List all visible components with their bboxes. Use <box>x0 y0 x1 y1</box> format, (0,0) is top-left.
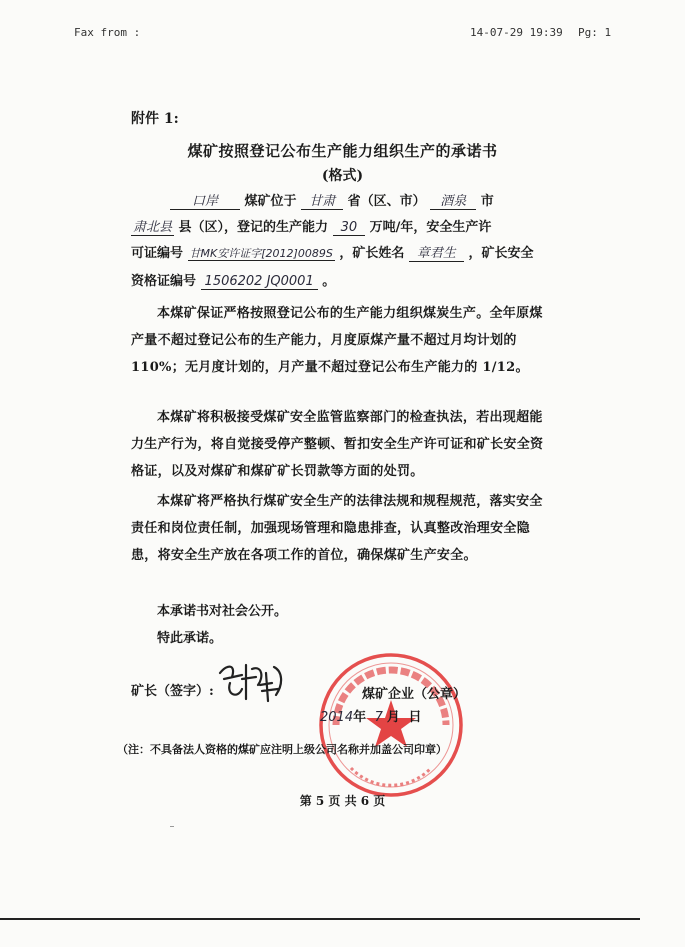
capacity-field: 30 <box>333 220 366 236</box>
form-line-1 <box>170 190 494 209</box>
form-line-3 <box>131 242 533 261</box>
head-name-field: 章君生 <box>409 246 464 262</box>
date-year: 2014 <box>320 710 354 725</box>
text-county: 县（区），登记的生产能力 <box>178 220 329 235</box>
text-located: 煤矿位于 <box>244 194 297 209</box>
province-field: 甘肃 <box>301 194 343 210</box>
closing-statement: 特此承诺。 <box>157 631 223 646</box>
fax-page-label: Pg: 1 <box>578 26 612 39</box>
date-month-suffix: 月 <box>386 710 400 725</box>
text-head: ，矿长姓名 <box>339 246 405 261</box>
attachment-label: 附件 1: <box>131 111 179 127</box>
form-line-2 <box>131 216 491 235</box>
form-line-4 <box>131 270 335 289</box>
text-city: 市 <box>480 194 494 209</box>
cert-number-field: 1506202 JQ0001 <box>201 274 318 290</box>
license-number-field: 甘MK安许证字[2012]0089S <box>189 247 333 260</box>
paragraph-safety: 本煤矿将严格执行煤矿安全生产的法律法规和规程规范，落实安全责任和岗位责任制，加强现场管理和隐患排查，认真整改治理安全隐患，将安全生产放在各项工作的首位，确保煤矿生产安全。 <box>131 494 543 563</box>
document-title: 煤矿按照登记公布生产能力组织生产的承诺书 <box>187 142 498 160</box>
fax-from-label: Fax from : <box>74 26 141 39</box>
signature-label: 矿长（签字）: <box>131 684 214 699</box>
page-number: 第 5 页 共 6 页 <box>299 794 386 808</box>
scan-mark <box>170 826 174 827</box>
document-subtitle: (格式) <box>321 168 364 184</box>
company-seal-label: 煤矿企业（公章） <box>362 687 467 702</box>
text-license: 可证编号 <box>131 246 184 261</box>
signing-date <box>320 706 421 725</box>
text-capacity: 万吨/年，安全生产许 <box>369 220 492 235</box>
text-end: 。 <box>322 274 336 289</box>
fax-timestamp: 14-07-29 19:39 <box>470 26 563 39</box>
bottom-rule <box>0 918 640 920</box>
public-statement: 本承诺书对社会公开。 <box>157 604 288 619</box>
handwritten-signature <box>212 655 292 705</box>
mine-name-field: 口岸 <box>170 194 240 210</box>
paragraph-capacity: 本煤矿保证严格按照登记公布的生产能力组织煤炭生产。全年原煤产量不超过登记公布的生产能力，月度原煤产量不超过月均计划的 110%；无月度计划的，月产量不超过登记公布生产能力的 1/12。 <box>131 306 543 375</box>
county-field: 肃北县 <box>133 220 173 235</box>
city-field: 酒泉 <box>430 194 476 210</box>
text-province: 省（区、市） <box>347 194 426 209</box>
date-day-suffix: 日 <box>408 710 422 725</box>
text-head-cert: ，矿长安全 <box>468 246 534 261</box>
paragraph-enforcement: 本煤矿将积极接受煤矿安全监管监察部门的检查执法，若出现超能力生产行为，将自觉接受停产整顿、暂扣安全生产许可证和矿长安全资格证，以及对煤矿和煤矿矿长罚款等方面的处罚。 <box>131 410 544 479</box>
company-seal-stamp <box>316 650 466 800</box>
date-year-suffix: 年 <box>353 710 367 725</box>
date-month: 7 <box>374 710 383 725</box>
footnote: （注：不具备法人资格的煤矿应注明上级公司名称并加盖公司印章） <box>117 743 447 756</box>
text-cert: 资格证编号 <box>131 274 197 289</box>
fax-header <box>0 26 685 42</box>
